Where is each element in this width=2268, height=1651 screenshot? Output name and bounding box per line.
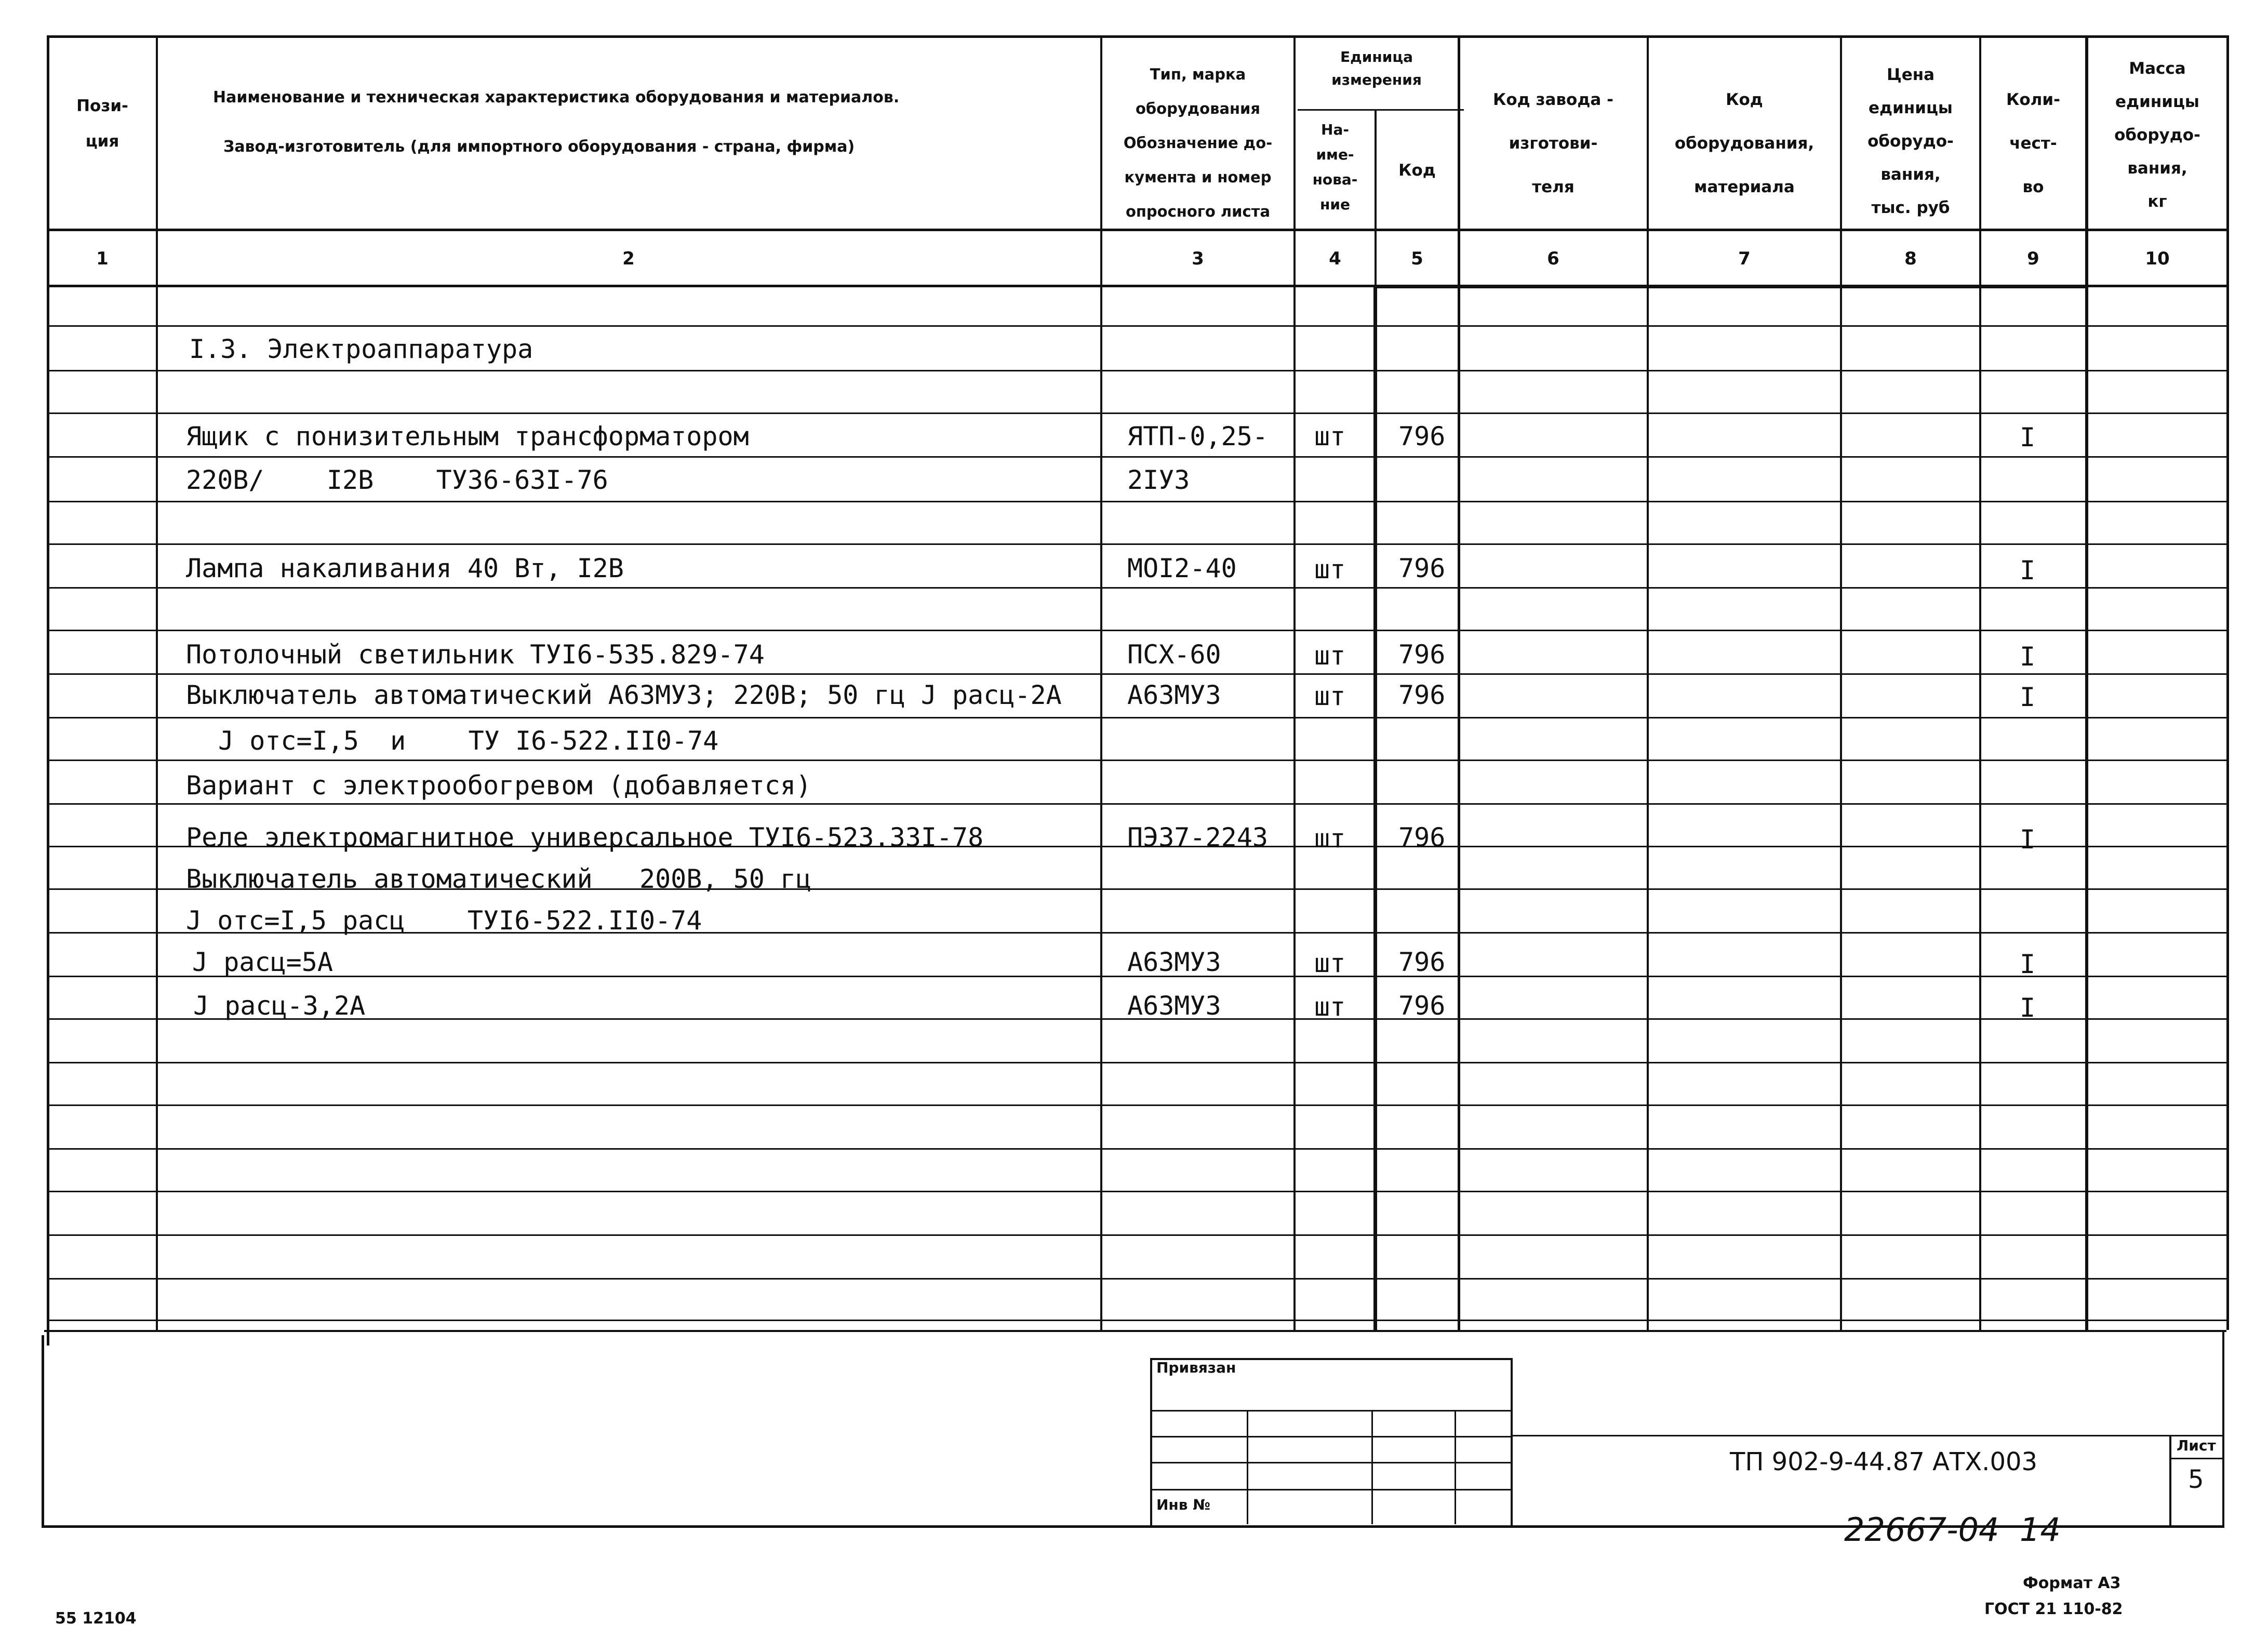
row-3-unit: шт	[1314, 554, 1346, 584]
sheet-box-divider	[2169, 1458, 2224, 1459]
row-line	[48, 1191, 2227, 1192]
col-sep-6	[1647, 35, 1649, 1331]
row-4-name: Потолочный светильник ТУI6-535.829-74	[186, 640, 765, 670]
row-line	[48, 803, 2227, 805]
stamp-line	[1150, 1489, 1513, 1490]
row-11-qty: I	[2020, 949, 2036, 979]
col-num-3: 3	[1192, 248, 1204, 269]
row-line	[48, 456, 2227, 458]
row-4-type: ПСХ-60	[1127, 640, 1221, 670]
header-unit-group: Единица измерения	[1331, 48, 1422, 88]
row-line	[48, 1104, 2227, 1106]
row-8-unit: шт	[1314, 823, 1346, 854]
row-9-name: Выключатель автоматический 200В, 50 гц	[186, 864, 812, 894]
row-12-name: J расц-3,2А	[193, 991, 366, 1021]
stamp-box-right	[1511, 1358, 1513, 1527]
row-line	[48, 1234, 2227, 1236]
col-num-9: 9	[2027, 248, 2039, 269]
row-0-name: I.3. Электроаппаратура	[189, 334, 533, 364]
col-sep-2	[1100, 35, 1102, 1331]
row-3-type: МОI2-40	[1127, 553, 1237, 583]
row-12-code: 796	[1398, 991, 1446, 1021]
row-6-name: J отс=I,5 и ТУ I6-522.II0-74	[218, 726, 719, 756]
header-col4: На- име- нова- ние	[1312, 121, 1358, 213]
row-2-name: 220В/ I2В ТУ36-63I-76	[186, 465, 608, 495]
row-1-type: ЯТП-0,25-	[1127, 421, 1268, 451]
col-num-1: 1	[96, 248, 109, 269]
header-col9: Коли- чест- во	[2006, 90, 2060, 196]
stamp-inv: Инв №	[1156, 1496, 1210, 1513]
row-line	[48, 501, 2227, 502]
header-bottom	[48, 229, 2227, 231]
row-line	[48, 673, 2227, 675]
row-7-name: Вариант с электрообогревом (добавляется)	[186, 770, 812, 801]
stamp-box-left	[1150, 1358, 1152, 1527]
row-2-type: 2IУ3	[1127, 465, 1190, 495]
col-sep-7	[1840, 35, 1842, 1331]
row-1-code: 796	[1398, 421, 1446, 451]
col-sep-4-bold	[1373, 286, 1377, 1331]
stamp-privyazan: Привязан	[1156, 1359, 1236, 1376]
row-line	[48, 1062, 2227, 1063]
header-col2-line1: Наименование и техническая характеристика оборудования и материалов.	[213, 88, 900, 106]
row-8-name: Реле электромагнитное универсальное ТУI6-523.33I-78	[186, 822, 984, 853]
row-12-qty: I	[2020, 993, 2036, 1023]
row-line	[48, 370, 2227, 371]
row-5-code: 796	[1398, 680, 1446, 710]
row-line	[48, 630, 2227, 631]
col-sep-9	[2085, 35, 2088, 1331]
col-num-2: 2	[622, 248, 635, 269]
col-num-8: 8	[1904, 248, 1917, 269]
row-line	[48, 543, 2227, 545]
row-line	[48, 325, 2227, 327]
frame-right-lower	[2222, 1330, 2224, 1527]
row-1-unit: шт	[1314, 421, 1346, 451]
row-line	[48, 1278, 2227, 1280]
header-col8: Цена единицы оборудо- вания, тыс. руб	[1867, 65, 1954, 217]
row-10-name: J отс=I,5 расц ТУI6-522.II0-74	[186, 906, 702, 936]
bold-box-top	[1373, 286, 2088, 288]
frame-top	[48, 35, 2227, 38]
row-11-code: 796	[1398, 947, 1446, 977]
format-label: Формат А3	[2023, 1574, 2121, 1592]
col-num-7: 7	[1738, 248, 1751, 269]
row-11-name: J расц=5А	[192, 947, 333, 977]
table-bottom	[44, 1330, 2226, 1332]
row-5-name: Выключатель автоматический А63МУ3; 220В; 50 гц J расц-2А	[186, 680, 1062, 710]
handwritten-number: 22667-04 14	[1844, 1511, 2061, 1549]
sheet-number: 5	[2188, 1465, 2204, 1494]
row-4-qty: I	[2020, 642, 2036, 672]
col-sep-1	[156, 35, 158, 1331]
sheet-box-left	[2169, 1435, 2171, 1526]
col-sep-3	[1293, 35, 1296, 1331]
stamp-col	[1455, 1410, 1456, 1524]
row-1-qty: I	[2020, 422, 2036, 452]
row-1-name: Ящик с понизительным трансформатором	[186, 421, 749, 451]
stamp-col	[1247, 1410, 1248, 1524]
doc-code: ТП 902-9-44.87 АТХ.003	[1730, 1447, 2038, 1476]
row-12-unit: шт	[1314, 992, 1346, 1022]
col-num-10: 10	[2145, 248, 2170, 269]
row-4-code: 796	[1398, 640, 1446, 670]
header-col7: Код оборудования, материала	[1674, 90, 1815, 196]
header-col1: Пози- ция	[76, 97, 128, 151]
col-num-6: 6	[1547, 248, 1559, 269]
row-5-qty: I	[2020, 682, 2036, 712]
gost-label: ГОСТ 21 110-82	[1984, 1600, 2123, 1618]
row-3-code: 796	[1398, 553, 1446, 583]
row-3-name: Лампа накаливания 40 Вт, I2В	[186, 553, 624, 583]
header-col10: Масса единицы оборудо- вания, кг	[2114, 59, 2200, 211]
doc-code-box-top	[1513, 1435, 2224, 1436]
col-sep-8	[1979, 35, 1981, 1331]
row-line	[48, 412, 2227, 414]
frame-left-lower	[42, 1335, 44, 1527]
header-col3: Тип, марка оборудования Обозначение до- кумента и номер опросного листа	[1123, 65, 1273, 220]
header-col6: Код завода - изготови- теля	[1493, 90, 1613, 196]
row-line	[48, 1148, 2227, 1150]
col-num-5: 5	[1411, 248, 1423, 269]
col-num-4: 4	[1329, 248, 1341, 269]
row-line	[48, 1320, 2227, 1321]
row-line	[48, 760, 2227, 761]
header-col2-line2: Завод-изготовитель (для импортного оборудования - страна, фирма)	[223, 138, 855, 156]
print-code: 55 12104	[55, 1609, 137, 1628]
row-8-qty: I	[2020, 824, 2036, 855]
col-sep-5	[1458, 35, 1460, 1331]
row-line	[48, 717, 2227, 718]
row-3-qty: I	[2020, 555, 2036, 585]
row-11-unit: шт	[1314, 948, 1346, 978]
row-line	[48, 587, 2227, 589]
row-12-type: А63МУ3	[1127, 991, 1221, 1021]
stamp-col	[1371, 1410, 1373, 1524]
row-8-code: 796	[1398, 822, 1446, 853]
row-5-unit: шт	[1314, 681, 1346, 711]
sheet-label: Лист	[2177, 1437, 2216, 1454]
row-8-type: ПЭ37-2243	[1127, 822, 1268, 853]
stamp-line	[1150, 1410, 1513, 1412]
row-11-type: А63МУ3	[1127, 947, 1221, 977]
unit-group-divider	[1298, 109, 1464, 111]
row-5-type: А63МУ3	[1127, 680, 1221, 710]
stamp-line	[1150, 1462, 1513, 1463]
stamp-line	[1150, 1436, 1513, 1437]
header-col5: Код	[1398, 161, 1436, 180]
row-4-unit: шт	[1314, 641, 1346, 671]
